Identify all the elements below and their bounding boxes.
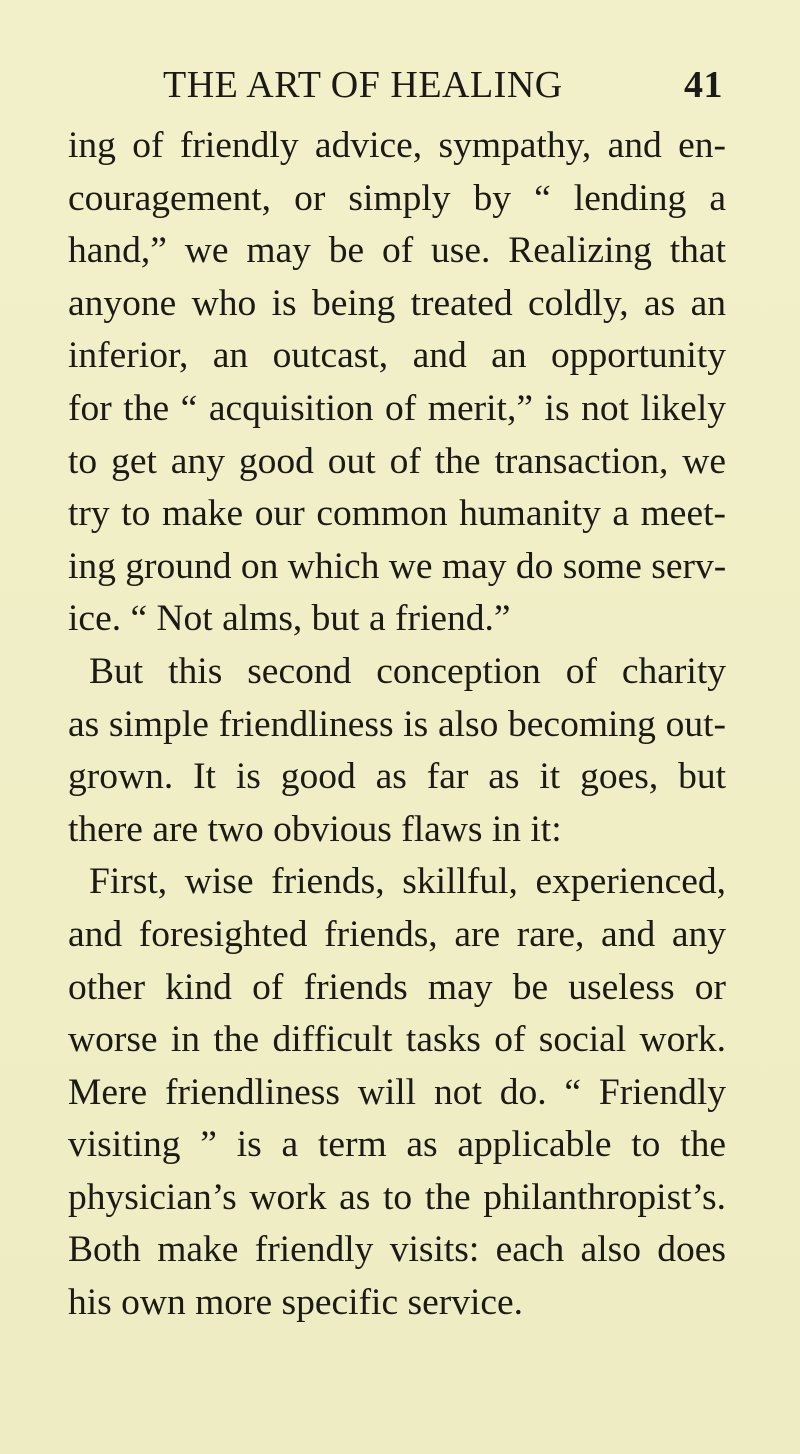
text-line: there are two obvious flaws in it: (68, 808, 562, 850)
text-line: try to make our common humanity a meet- (68, 493, 726, 535)
text-line: Both make friendly visits: each also does (68, 1229, 726, 1271)
body-text (68, 120, 726, 1330)
text-line: hand,” we may be of use. Realizing that (68, 230, 726, 272)
text-line: to get any good out of the transaction, we (68, 440, 726, 482)
text-line: and foresighted friends, are rare, and any (68, 913, 726, 955)
text-line: couragement, or simply by “ lending a (68, 177, 726, 219)
paragraph-first-line: First, wise friends, skillful, experienced, (89, 861, 726, 903)
text-line: ice. “ Not alms, but a friend.” (68, 598, 511, 640)
text-line: physician’s work as to the philanthropist’s. (68, 1176, 726, 1218)
text-line: ing of friendly advice, sympathy, and en- (68, 125, 726, 166)
text-line: anyone who is being treated coldly, as an (68, 282, 726, 324)
text-line: his own more specific service. (68, 1282, 524, 1324)
text-line: Mere friendliness will not do. “ Friendly (68, 1071, 726, 1113)
text-line: grown. It is good as far as it goes, but (68, 756, 726, 798)
text-line: as simple friendliness is also becoming out- (68, 703, 726, 745)
text-line: for the “ acquisition of merit,” is not likely (68, 387, 726, 429)
running-title: THE ART OF HEALING (163, 64, 563, 106)
text-line: other kind of friends may be useless or (68, 966, 726, 1008)
text-line: inferior, an outcast, and an opportunity (68, 335, 726, 377)
text-line: worse in the difficult tasks of social work. (68, 1019, 726, 1061)
page-number: 41 (684, 64, 723, 106)
text-line: ing ground on which we may do some serv- (68, 545, 726, 587)
paragraph-first-line: But this second conception of charity (89, 650, 726, 692)
running-header (163, 60, 723, 110)
text-line: visiting ” is a term as applicable to the (68, 1124, 726, 1166)
